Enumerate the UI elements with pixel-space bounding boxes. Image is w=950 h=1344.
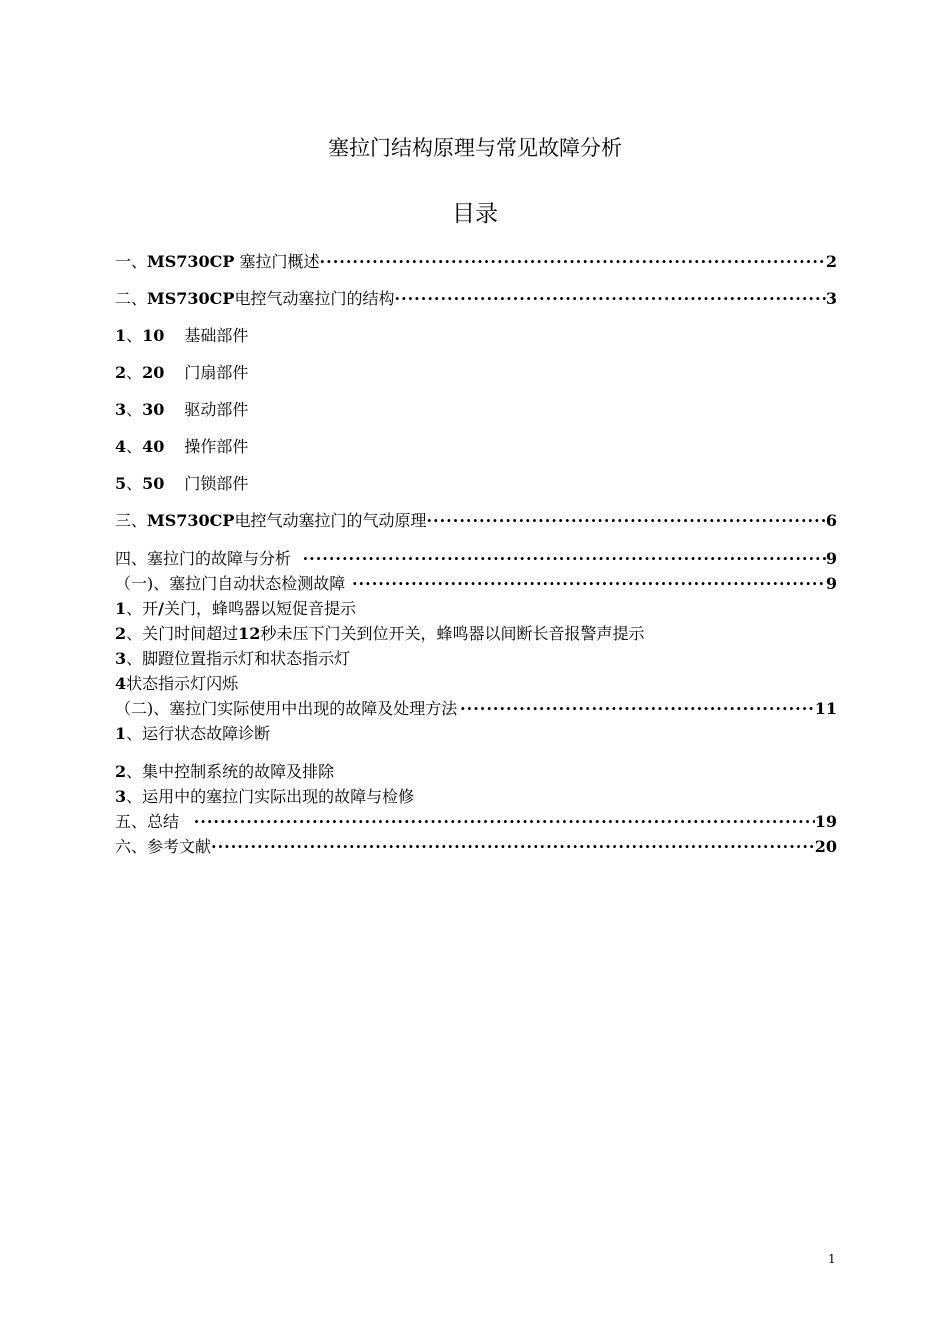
toc-subentry-text: 操作部件 [184, 437, 249, 456]
toc-subentry[interactable]: 4、40 操作部件 [115, 437, 249, 456]
toc-entry-text: （二)、塞拉门实际使用中出现的故障及处理方法 [115, 699, 458, 718]
toc-subentry-text: 基础部件 [184, 326, 249, 345]
toc-entry-page: 11 [814, 699, 837, 718]
dot-leader [460, 698, 815, 720]
toc-subentry-number: 4 [115, 674, 127, 693]
toc-subentry-code: 30 [142, 400, 165, 419]
toc-entry-page: 20 [814, 837, 837, 856]
toc-entry-page: 2 [825, 252, 837, 271]
toc-entry-text: 六、参考文献 [115, 837, 212, 856]
toc-subentry[interactable]: 2、关门时间超过12秒未压下门关到位开关，蜂鸣器以间断长音报警声提示 [115, 624, 645, 643]
toc-entry[interactable] [115, 288, 837, 310]
toc-subentry-text: 门扇部件 [184, 363, 249, 382]
toc-entry[interactable] [115, 836, 837, 858]
toc-entry-text: （一)、塞拉门自动状态检测故障 [115, 574, 346, 593]
toc-entry-prefix: 二、 [115, 289, 148, 308]
dot-leader [352, 573, 826, 595]
toc-entry-page: 19 [814, 812, 837, 831]
toc-subentry-number: 2 [115, 762, 127, 781]
dot-leader [303, 548, 826, 570]
toc-subentry[interactable]: 3、脚蹬位置指示灯和状态指示灯 [115, 649, 351, 668]
toc-entry-text: 电控气动塞拉门的结构 [234, 289, 395, 308]
toc-subentry[interactable]: 4状态指示灯闪烁 [115, 674, 239, 693]
toc-entry-text: 电控气动塞拉门的气动原理 [234, 511, 427, 530]
toc-entry-page: 3 [825, 289, 837, 308]
toc-subentry-text: 门锁部件 [184, 474, 249, 493]
toc-subentry[interactable]: 5、50 门锁部件 [115, 474, 249, 493]
toc-subentry-code: 40 [142, 437, 165, 456]
toc-entry-text: 塞拉门概述 [234, 252, 320, 271]
toc-subentry-code: 10 [142, 326, 165, 345]
toc-entry[interactable] [115, 251, 837, 273]
toc-entry-model: MS730CP [147, 289, 235, 308]
toc-entry-page: 9 [825, 549, 837, 568]
dot-leader [194, 811, 815, 833]
toc-entry-text: 四、塞拉门的故障与分析 [115, 549, 292, 568]
page-number: 1 [828, 1252, 836, 1266]
toc-subentry-code: 20 [142, 363, 165, 382]
toc-heading: 目录 [452, 201, 498, 227]
toc-subentry-number: 2 [115, 363, 127, 382]
dot-leader [320, 251, 826, 273]
toc-entry-prefix: 三、 [115, 511, 148, 530]
toc-entry-page: 6 [825, 511, 837, 530]
toc-entry[interactable] [115, 811, 837, 833]
toc-entry[interactable] [115, 698, 837, 720]
toc-subentry-number: 3 [115, 400, 127, 419]
toc-entry-model: MS730CP [147, 252, 235, 271]
toc-entry-model: MS730CP [147, 511, 235, 530]
toc-subentry-number: 1 [115, 326, 127, 345]
dot-leader [394, 288, 825, 310]
toc-entry-prefix: 一、 [115, 252, 148, 271]
toc-subentry-number: 3 [115, 787, 127, 806]
toc-entry-page: 9 [825, 574, 837, 593]
toc-entry[interactable] [115, 510, 837, 532]
document-title: 塞拉门结构原理与常见故障分析 [328, 136, 622, 160]
toc-subentry[interactable]: 3、运用中的塞拉门实际出现的故障与检修 [115, 787, 415, 806]
toc-subentry-number: 3 [115, 649, 127, 668]
dot-leader [426, 510, 825, 532]
toc-subentry[interactable]: 1、开/关门，蜂鸣器以短促音提示 [115, 599, 357, 618]
toc-subentry[interactable]: 2、集中控制系统的故障及排除 [115, 762, 335, 781]
toc-subentry-number: 1 [115, 724, 127, 743]
dot-leader [211, 836, 815, 858]
toc-subentry[interactable]: 2、20 门扇部件 [115, 363, 249, 382]
toc-subentry-code: 50 [142, 474, 165, 493]
toc-subentry[interactable]: 1、运行状态故障诊断 [115, 724, 271, 743]
toc-entry[interactable] [115, 573, 837, 595]
toc-subentry-number: 2 [115, 624, 127, 643]
toc-subentry[interactable]: 1、10 基础部件 [115, 326, 249, 345]
toc-entry-text: 五、总结 [115, 812, 180, 831]
toc-subentry-number: 4 [115, 437, 127, 456]
toc-subentry-number: 5 [115, 474, 127, 493]
toc-subentry-text: 驱动部件 [184, 400, 249, 419]
toc-subentry[interactable]: 3、30 驱动部件 [115, 400, 249, 419]
toc-subentry-number: 1 [115, 599, 127, 618]
toc-entry[interactable] [115, 548, 837, 570]
